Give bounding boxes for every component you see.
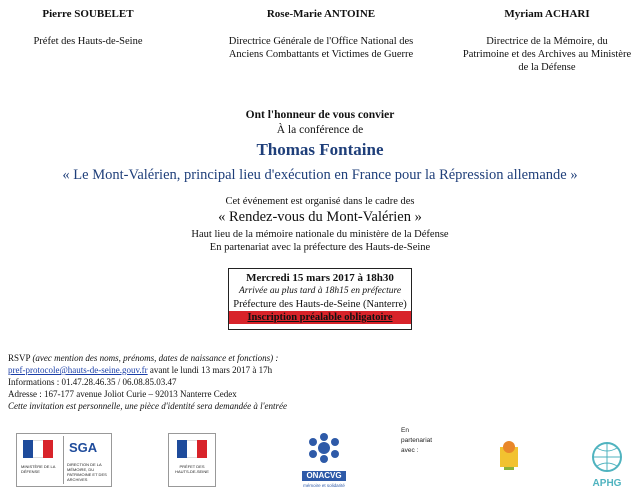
- arrival-note: Arrivée au plus tard à 18h15 en préfecture: [238, 286, 402, 296]
- event-series-name: « Rendez-vous du Mont-Valérien »: [218, 209, 422, 225]
- french-flag-icon: [177, 440, 207, 458]
- partner-school-logo: [494, 435, 524, 473]
- event-details-box: [228, 268, 412, 330]
- prefet-logo: [168, 433, 216, 487]
- honour-line: Ont l'honneur de vous convier: [245, 109, 395, 121]
- french-flag-icon: [23, 440, 53, 458]
- host-name: Pierre SOUBELET: [42, 8, 134, 20]
- school-emblem-icon: [494, 435, 524, 473]
- id-disclaimer: Cette invitation est personnelle, une pièce d'identité sera demandée à l'entrée: [8, 401, 288, 411]
- host-name: Rose-Marie ANTOINE: [266, 8, 376, 20]
- rsvp-line: [8, 352, 628, 364]
- rsvp-email-line: [8, 364, 628, 376]
- rsvp-email-link[interactable]: pref-protocole@hauts-de-seine.gouv.fr: [8, 365, 148, 375]
- onac-sub: mémoire et solidarité: [303, 483, 345, 488]
- event-date: Mercredi 15 mars 2017 à 18h30: [246, 272, 394, 284]
- aphg-logo: [584, 440, 630, 489]
- speaker-name: Thomas Fontaine: [256, 140, 384, 159]
- ministry-label: MINISTÈRE DE LA DÉFENSE: [21, 464, 56, 474]
- prefet-label: PRÉFET DES HAUTS-DE-SEINE: [175, 464, 209, 474]
- rsvp-block: [8, 352, 628, 412]
- logo-divider: [63, 436, 64, 484]
- sga-sub: DIRECTION DE LA MÉMOIRE, DU PATRIMOINE ET DES ARCHIVES: [67, 462, 107, 482]
- conference-title: « Le Mont-Valérien, principal lieu d'exécution en France pour la Répression allemande »: [62, 167, 578, 183]
- rsvp-deadline: avant le lundi 13 mars 2017 à 17h: [149, 365, 273, 375]
- ministry-sga-logo: [16, 433, 112, 487]
- host-name: Myriam ACHARI: [504, 8, 590, 20]
- conference-intro: À la conférence de: [276, 124, 364, 136]
- cornflower-icon: [298, 432, 350, 466]
- partnership-line: En partenariat avec la préfecture des Hauts-de-Seine: [209, 242, 431, 253]
- aphg-label: APHG: [592, 478, 622, 489]
- host-title: Préfet des Hauts-de-Seine: [33, 36, 143, 47]
- sga-label: SGA: [69, 440, 98, 455]
- info-phone: Informations : 01.47.28.46.35 / 06.08.85.03.47: [8, 377, 177, 387]
- address: Adresse : 167-177 avenue Joliot Curie – 92013 Nanterre Cedex: [8, 389, 237, 399]
- registration-required: Inscription préalable obligatoire: [229, 311, 411, 324]
- partner-text: En partenariat avec :: [401, 427, 433, 454]
- host-title: Directrice Générale de l'Office National des Anciens Combattants et Victimes de Guerre: [228, 36, 414, 60]
- rsvp-note: (avec mention des noms, prénoms, dates de naissance et fonctions) :: [32, 353, 279, 363]
- host-title: Directrice de la Mémoire, du Patrimoine et des Archives au Ministère de la Défense: [462, 36, 632, 73]
- globe-icon: [584, 440, 630, 474]
- organized-line: Cet événement est organisé dans le cadre des: [225, 196, 415, 207]
- rsvp-label: RSVP: [8, 353, 31, 363]
- host-memory-director: [462, 8, 632, 74]
- host-prefet: [12, 8, 164, 48]
- onacvg-logo: [298, 432, 350, 490]
- event-location: Préfecture des Hauts-de-Seine (Nanterre): [233, 299, 407, 310]
- place-line: Haut lieu de la mémoire nationale du ministère de la Défense: [191, 229, 449, 240]
- onac-label: ONACVG: [302, 471, 346, 481]
- host-onac-director: [216, 8, 426, 61]
